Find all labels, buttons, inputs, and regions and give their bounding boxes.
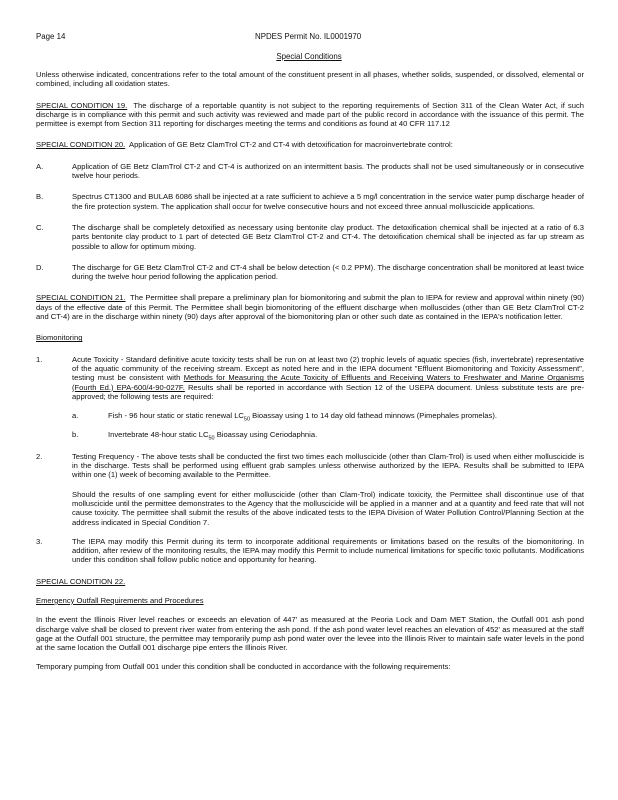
biomonitoring-sub-a	[36, 411, 584, 423]
item-text	[108, 411, 584, 423]
subscript: 50	[208, 435, 215, 442]
sub-text-pre: Fish - 96 hour static or static renewal LC	[108, 411, 244, 421]
sc22-text-2: Temporary pumping from Outfall 001 under this condition shall be conducted in accordance with the following requirements:	[36, 662, 451, 672]
sc21-heading: SPECIAL CONDITION 21.	[36, 293, 126, 303]
item-text: The IEPA may modify this Permit during its term to incorporate additional requirements or limitations based on the results of the biomonitoring. In addition, after review of the monitoring results, the IEPA may modify this Permit to include numerical limitations for specific toxic pollutants. Modifications under this condition shall follow public notice and opportunity for hearing.	[72, 536, 584, 565]
sub-text-post: Bioassay using 1 to 14 day old fathead minnows (Pimephales promelas).	[250, 411, 497, 421]
item-text	[72, 355, 584, 401]
acute-toxicity-tail: Results shall be reported in accordance with Section 12 of the USEPA document. Unless substitute tests are pre-approved; the following tests are required:	[72, 382, 584, 401]
item-marker: C.	[36, 222, 44, 232]
biomonitoring-item-2	[36, 452, 584, 527]
page-title: Special Conditions	[276, 52, 342, 61]
sc20-item-c	[36, 223, 584, 251]
acute-toxicity-method: Methods for Measuring the Acute Toxicity of Effluents and Receiving Waters to Freshwater and Marine Organisms (Fourth Ed.) EPA-600/4-90-027F.	[72, 373, 584, 392]
intro-paragraph: Unless otherwise indicated, concentrations refer to the total amount of the constituent present in all phases, whether solids, suspended, or dissolved, elemental or combined, including all oxidation states.	[36, 70, 584, 89]
sub-text-post: Bioassay using Ceriodaphnia.	[214, 430, 318, 440]
special-condition-20	[36, 140, 584, 149]
sc22-subheading: Emergency Outfall Requirements and Procedures	[36, 595, 204, 605]
sc20-text: Application of GE Betz ClamTrol CT-2 and CT-4 with detoxification for macroinvertebrate control:	[129, 140, 453, 150]
special-condition-19	[36, 101, 584, 129]
subscript: 50	[243, 416, 251, 423]
sc21-text: The Permittee shall prepare a preliminary plan for biomonitoring and submit the plan to IEPA for review and approval within ninety (90) days of the effective date of this Permit. The Permittee shall begin biomonitoring of the effluent discharge when molluscides (other than GE Betz ClamTrol CT-2 and CT-4) are in the discharge within ninety (90) days after approval of the biomonitoring plan or other such date as contained in the IEPA's notification letter.	[36, 293, 584, 322]
sc20-item-d	[36, 263, 584, 282]
item-marker: B.	[36, 192, 44, 202]
sub-text-pre: Invertebrate 48-hour static LC	[108, 430, 209, 440]
item-marker: A.	[36, 161, 44, 171]
biomonitoring-sub-b	[36, 430, 584, 442]
sc19-heading: SPECIAL CONDITION 19.	[36, 100, 128, 110]
item-text: Spectrus CT1300 and BULAB 6086 shall be injected at a rate sufficient to achieve a 5 mg/l concentration in the service water pump discharge header of the fire protection system. The application shall occur for twelve consecutive hours and not exceed three annual molluscicide applications.	[72, 192, 584, 211]
item-marker: b.	[72, 430, 79, 440]
page-number: Page 14	[36, 32, 66, 41]
item-marker: D.	[36, 262, 44, 272]
sc19-text: The discharge of a reportable quantity is not subject to the reporting requirements of Section 311 of the Clean Water Act, if such discharge is in compliance with this permit and such activity was reviewed and made part of the public record in accordance with the issuance of this permit. The permittee is exempt from Section 311 reporting for discharges meeting the terms and conditions as found at 40 CFR 117.12	[36, 100, 584, 129]
permit-number: NPDES Permit No. IL0001970	[255, 32, 362, 41]
item-marker: 1.	[36, 354, 43, 364]
item-text: The discharge for GE Betz ClamTrol CT-2 and CT-4 shall be below detection (< 0.2 PPM). The discharge concentration shall be monitored at least twice during the twelve hour period following the application period.	[72, 262, 584, 282]
item-text	[108, 430, 584, 442]
biomonitoring-item-1	[36, 355, 584, 401]
document-body	[36, 70, 584, 672]
sc20-item-b	[36, 192, 584, 211]
item-marker: a.	[72, 411, 79, 421]
special-condition-21	[36, 293, 584, 321]
item-text: Testing Frequency - The above tests shall be conducted the first two times each molluscicide (other than Clam-Trol) is used when either molluscicide is in the discharge. Tests shall be performed using effluent grab samples unless otherwise authorized by the IEPA. Results shall be submitted to IEPA within one (1) week of becoming available to the Permittee.	[72, 451, 584, 480]
item-text-2: Should the results of one sampling event for either molluscicide (other than Clam-Trol) indicate toxicity, the Permittee shall discontinue use of that molluscicide until the permittee demonstrates to the Agency that the molluscicide will be applied in a manner and at a quantity and feed rate that will not cause toxicity. The permittee shall submit the results of the above indicated tests to the IEPA Division of Water Pollution Control/Planning Section at the address indicated in Special Condition 7.	[72, 489, 584, 527]
item-text: The discharge shall be completely detoxified as necessary using bentonite clay product. The detoxification chemical shall be injected at a ratio of 6.3 parts bentonite clay product to 1 part of detected GE Betz ClamTrol CT-2 and CT-4. The detoxification chemical shall be injected as far up stream as possible to allow for optimum mixing.	[72, 222, 584, 251]
sc20-heading: SPECIAL CONDITION 20.	[36, 140, 126, 150]
sc20-item-a	[36, 162, 584, 181]
biomonitoring-item-3	[36, 537, 584, 565]
item-text: Application of GE Betz ClamTrol CT-2 and CT-4 is authorized on an intermittent basis. The products shall not be used simultaneously or in consecutive twelve hour periods.	[72, 161, 584, 181]
item-marker: 2.	[36, 451, 43, 461]
item-marker: 3.	[36, 536, 43, 546]
sc22-heading: SPECIAL CONDITION 22.	[36, 576, 126, 586]
acute-toxicity-lead: Acute Toxicity - Standard definitive acute toxicity tests shall be run on at least two (2) trophic levels of aquatic species (fish, invertebrate) representative of the aquatic community of the receiving stream. Except as noted here and in the IEPA document "Effluent Biomonitoring and Toxicity Assessment", testing must be consistent with	[72, 354, 584, 383]
biomonitoring-heading: Biomonitoring	[36, 333, 83, 343]
sc22-text: In the event the Illinois River level reaches or exceeds an elevation of 447' as measured at the Peoria Lock and Dam MET Station, the Outfall 001 ash pond discharge valve shall be closed to prevent river water from entering the ash pond. If the ash pond water level reaches an elevation of 452' as measured at the staff gage at the Outfall 001 structure, the permittee may temporarily pump ash pond water over the levee into the Illinois River to maintain safe water levels in the pond at the same location the Outfall 001 discharge pipe enters the Illinois River.	[36, 615, 584, 653]
